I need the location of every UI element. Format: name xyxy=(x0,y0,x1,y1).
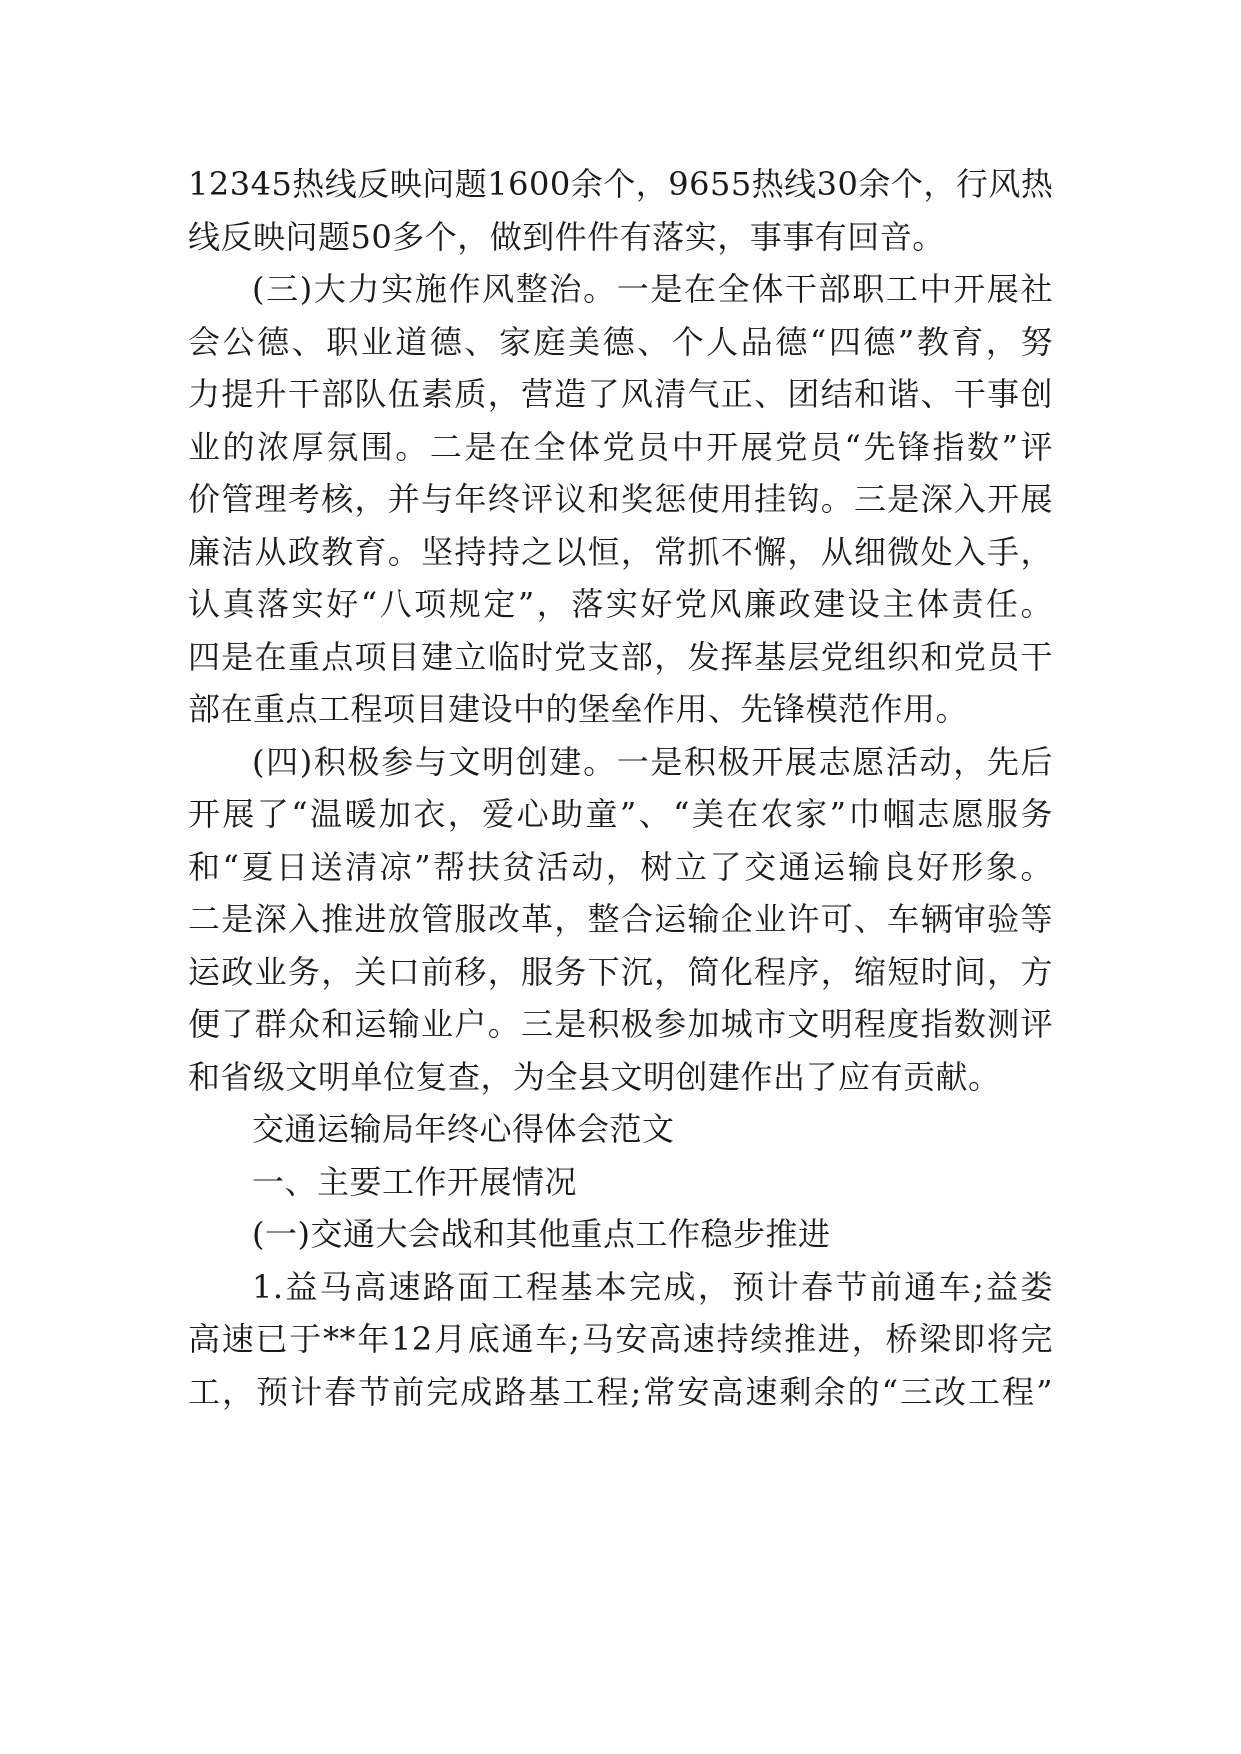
text-line: 部在重点工程项目建设中的堡垒作用、先锋模范作用。 xyxy=(188,690,969,728)
paragraph-start-line: (四)积极参与文明创建。一是积极开展志愿活动，先后 xyxy=(252,742,1053,781)
text-line: 二是深入推进放管服改革，整合运输企业许可、车辆审验等 xyxy=(188,900,1053,938)
paragraph-start-line: (三)大力实施作风整治。一是在全体干部职工中开展社 xyxy=(252,270,1053,308)
text-line: 和省级文明单位复查，为全县文明创建作出了应有贡献。 xyxy=(188,1057,1001,1096)
text-line: 12345热线反映问题1600余个，9655热线30余个，行风热 xyxy=(188,165,1054,203)
text-line: 便了群众和运输业户。三是积极参加城市文明程度指数测评 xyxy=(188,1005,1053,1043)
text-line: 价管理考核，并与年终评议和奖惩使用挂钩。三是深入开展 xyxy=(188,480,1053,518)
text-line: 开展了“温暖加衣，爱心助童”、“美在农家”巾帼志愿服务 xyxy=(188,795,1053,833)
text-line: 线反映问题50多个，做到件件有落实，事事有回音。 xyxy=(188,217,945,256)
text-line: 业的浓厚氛围。二是在全体党员中开展党员“先锋指数”评 xyxy=(188,427,1053,466)
document-page xyxy=(188,158,1053,1418)
text-line: 认真落实好“八项规定”，落实好党风廉政建设主体责任。 xyxy=(188,585,1053,623)
text-line: 高速已于**年12月底通车;马安高速持续推进，桥梁即将完 xyxy=(188,1320,1053,1358)
paragraph-start-line: 1.益马高速路面工程基本完成，预计春节前通车;益娄 xyxy=(252,1267,1053,1306)
section-title: 交通运输局年终心得体会范文 xyxy=(252,1110,675,1148)
section-heading: 一、主要工作开展情况 xyxy=(252,1162,578,1201)
text-line: 会公德、职业道德、家庭美德、个人品德“四德”教育，努 xyxy=(188,322,1053,361)
text-line: 力提升干部队伍素质，营造了风清气正、团结和谐、干事创 xyxy=(188,375,1053,413)
text-line: 廉洁从政教育。坚持持之以恒，常抓不懈，从细微处入手， xyxy=(188,532,1053,571)
subsection-heading: (一)交通大会战和其他重点工作稳步推进 xyxy=(252,1215,831,1253)
text-line: 工，预计春节前完成路基工程;常安高速剩余的“三改工程” xyxy=(188,1372,1053,1411)
text-line: 四是在重点项目建立临时党支部，发挥基层党组织和党员干 xyxy=(188,637,1053,676)
text-line: 运政业务，关口前移，服务下沉，简化程序，缩短时间，方 xyxy=(188,952,1053,991)
text-line: 和“夏日送清凉”帮扶贫活动，树立了交通运输良好形象。 xyxy=(188,847,1053,886)
